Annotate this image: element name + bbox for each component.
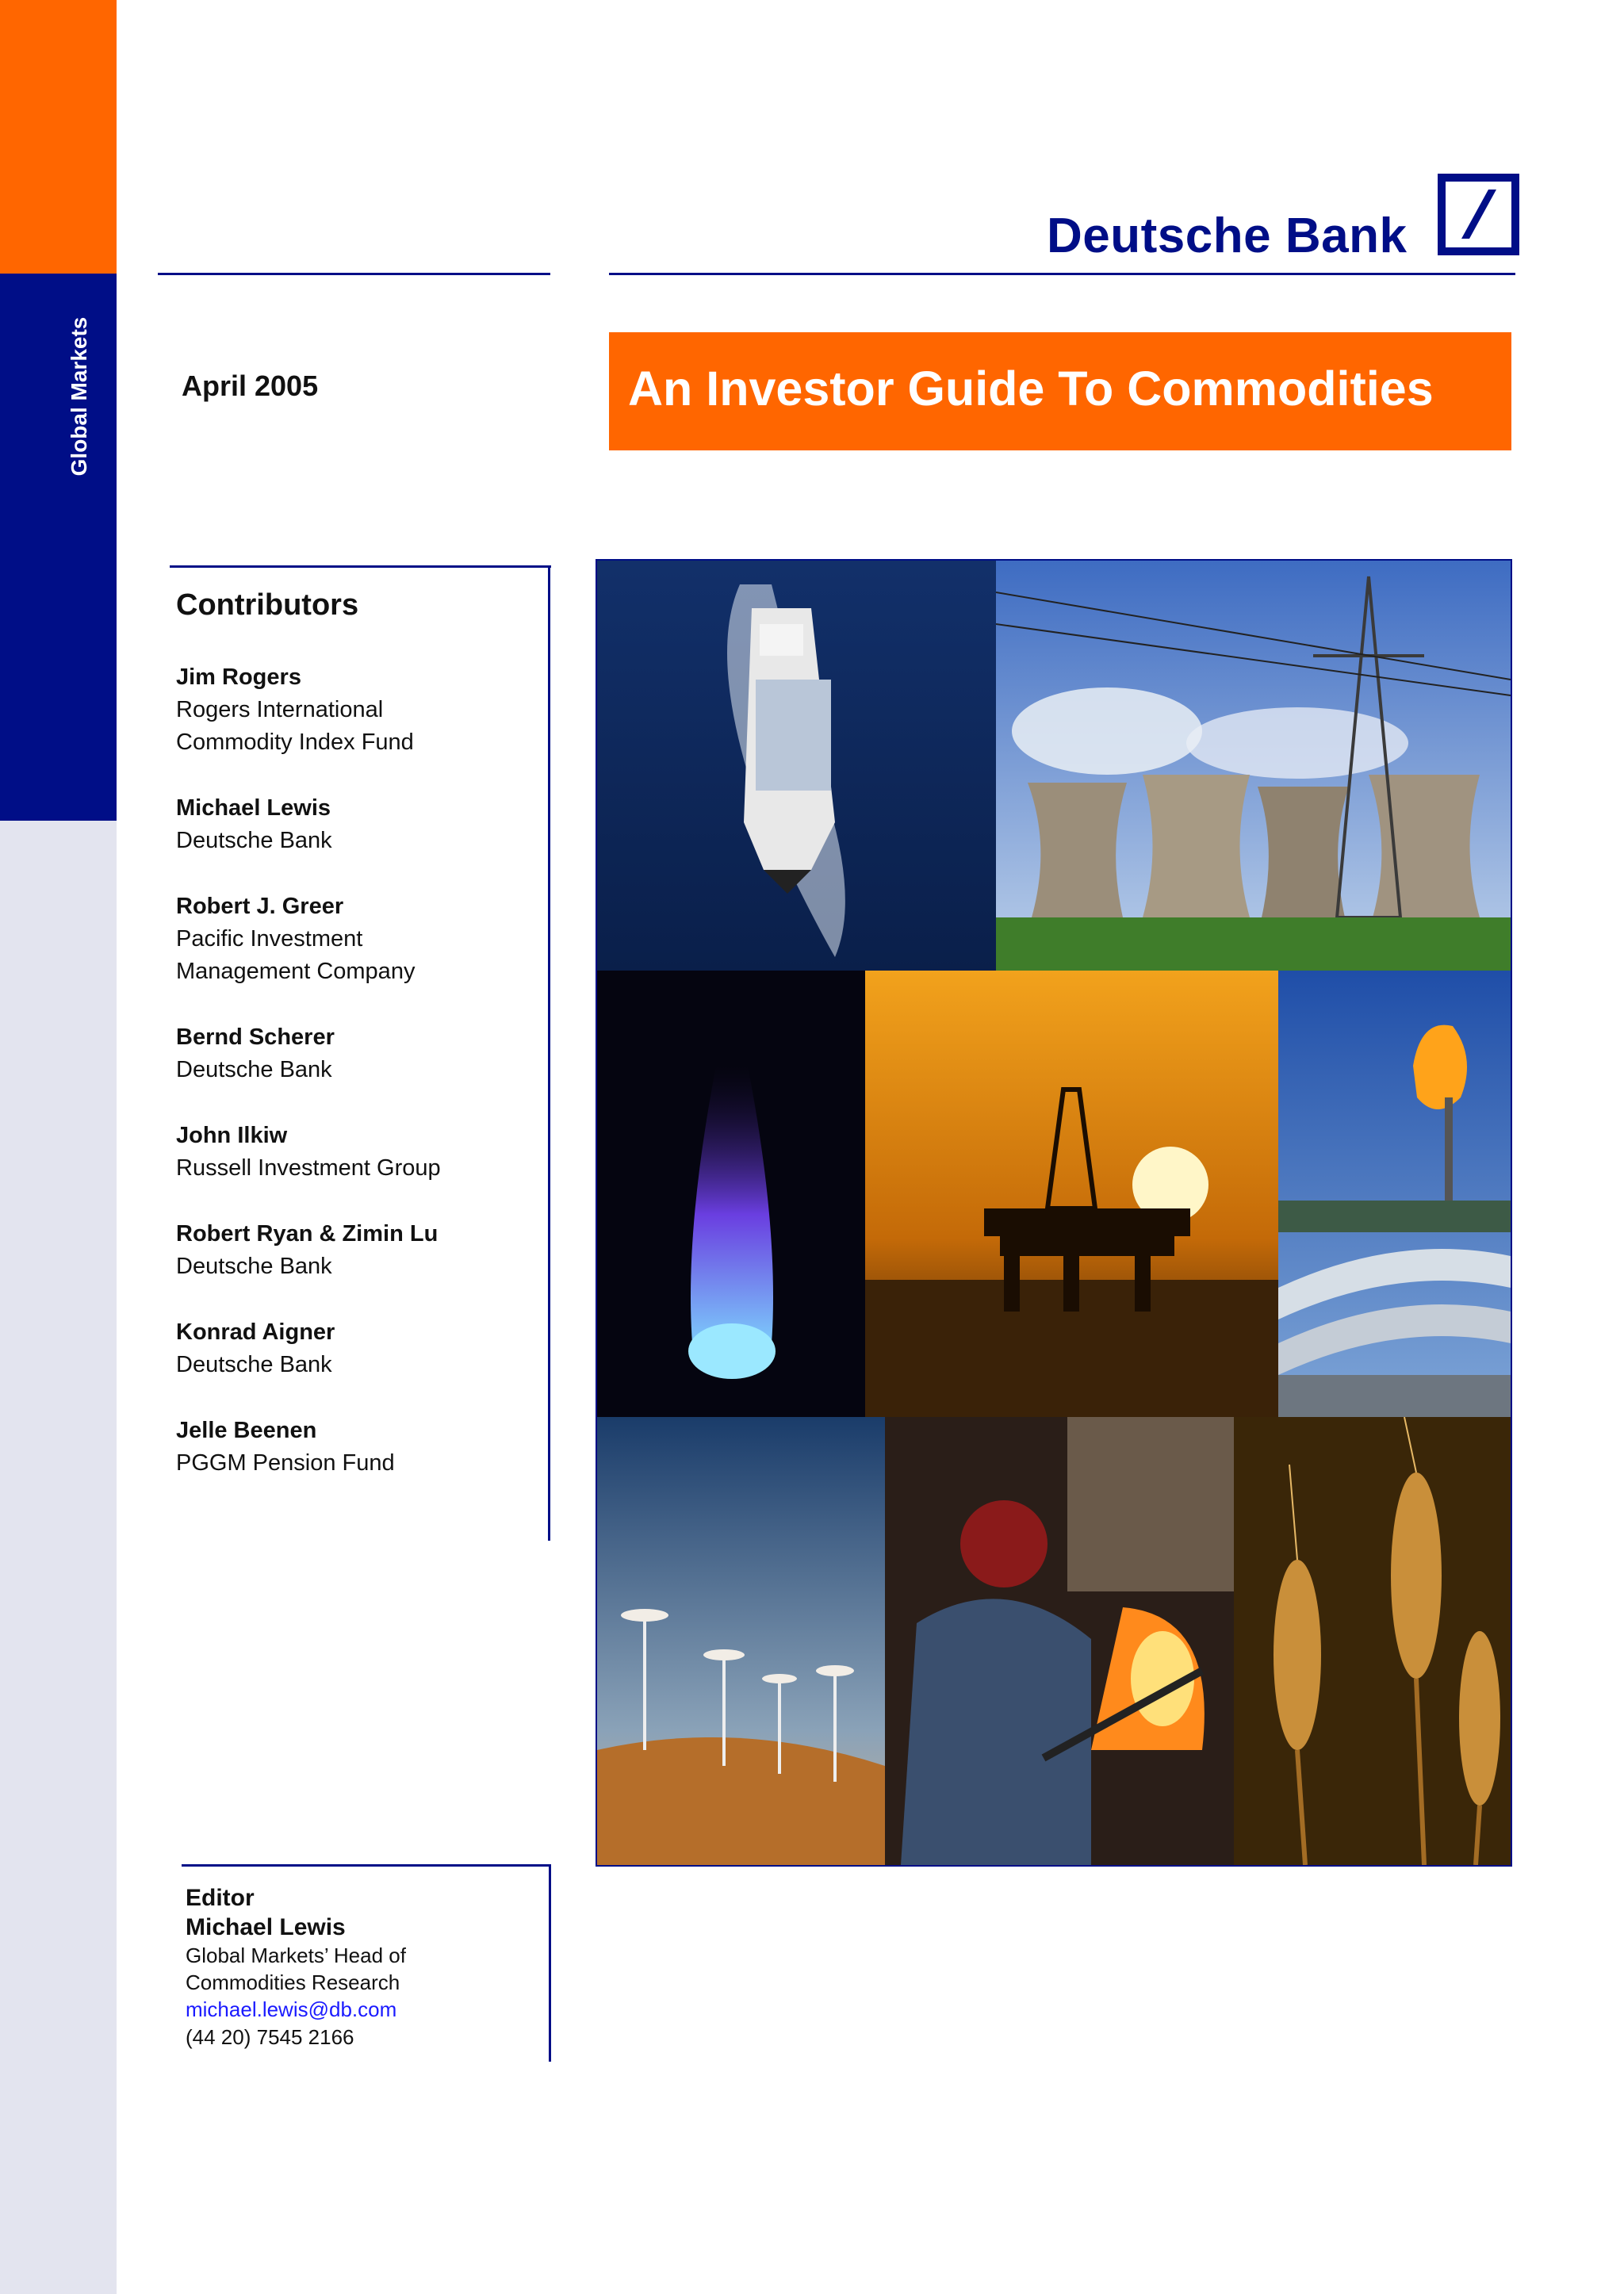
editor-top-rule	[182, 1864, 551, 1867]
power-station-photo	[996, 561, 1511, 971]
editor-block	[186, 1883, 542, 2051]
oil-rig-sunset-photo	[865, 971, 1278, 1417]
contributor-org: Deutsche Bank	[176, 1352, 332, 1377]
contributor-entry	[176, 661, 541, 759]
contributor-name: Michael Lewis	[176, 795, 331, 821]
commodities-photo-collage	[596, 559, 1512, 1867]
gas-flame-photo	[597, 971, 865, 1417]
contributor-name: John Ilkiw	[176, 1123, 288, 1148]
contributor-entry	[176, 1316, 541, 1381]
contributor-org: Russell Investment Group	[176, 1155, 441, 1181]
pipeline-flare-photo	[1278, 971, 1511, 1417]
contributor-org: Pacific Investment Management Company	[176, 926, 416, 984]
contributors-side-rule	[548, 565, 550, 1541]
contributor-entry	[176, 1414, 541, 1480]
contributor-org: Deutsche Bank	[176, 1057, 332, 1082]
sidebar-navy-block	[0, 274, 117, 821]
contributor-org: Deutsche Bank	[176, 828, 332, 853]
sidebar-label: Global Markets	[67, 316, 91, 477]
editor-name: Michael Lewis	[186, 1914, 346, 1940]
contributor-name: Robert Ryan & Zimin Lu	[176, 1221, 439, 1247]
editor-phone: (44 20) 7545 2166	[186, 2025, 354, 2049]
wind-turbines-photo	[597, 1417, 885, 1865]
page-title: An Investor Guide To Commodities	[628, 362, 1434, 416]
sidebar-grey-block	[0, 821, 117, 2294]
brand-name: Deutsche Bank	[1047, 209, 1408, 263]
editor-side-rule	[549, 1864, 551, 2062]
editor-role: Global Markets’ Head of Commodities Research	[186, 1944, 406, 1994]
steel-worker-photo	[885, 1417, 1234, 1865]
container-ship-photo	[597, 561, 996, 971]
contributor-name: Jelle Beenen	[176, 1418, 317, 1443]
contributor-org: PGGM Pension Fund	[176, 1450, 395, 1476]
contributor-entry	[176, 890, 541, 988]
contributor-name: Konrad Aigner	[176, 1319, 335, 1345]
contributor-entry	[176, 1021, 541, 1086]
editor-label: Editor	[186, 1885, 255, 1911]
wheat-field-photo	[1234, 1417, 1511, 1865]
contributor-org: Rogers International Commodity Index Fund	[176, 697, 414, 755]
contributor-entry	[176, 1119, 541, 1185]
contributor-org: Deutsche Bank	[176, 1254, 332, 1279]
title-banner	[609, 332, 1511, 450]
contributors-list	[176, 661, 541, 1512]
publication-date: April 2005	[182, 370, 319, 402]
contributor-name: Bernd Scherer	[176, 1024, 335, 1050]
header-rule-right	[609, 273, 1515, 275]
contributors-top-rule	[170, 565, 551, 568]
contributor-entry	[176, 791, 541, 857]
deutsche-bank-logo-icon	[1438, 174, 1519, 255]
contributors-heading: Contributors	[176, 588, 359, 622]
header-rule-left	[158, 273, 550, 275]
sidebar-orange-block	[0, 0, 117, 274]
editor-email-link[interactable]: michael.lewis@db.com	[186, 1997, 397, 2021]
contributor-name: Robert J. Greer	[176, 894, 344, 919]
contributor-name: Jim Rogers	[176, 664, 301, 690]
contributor-entry	[176, 1217, 541, 1283]
